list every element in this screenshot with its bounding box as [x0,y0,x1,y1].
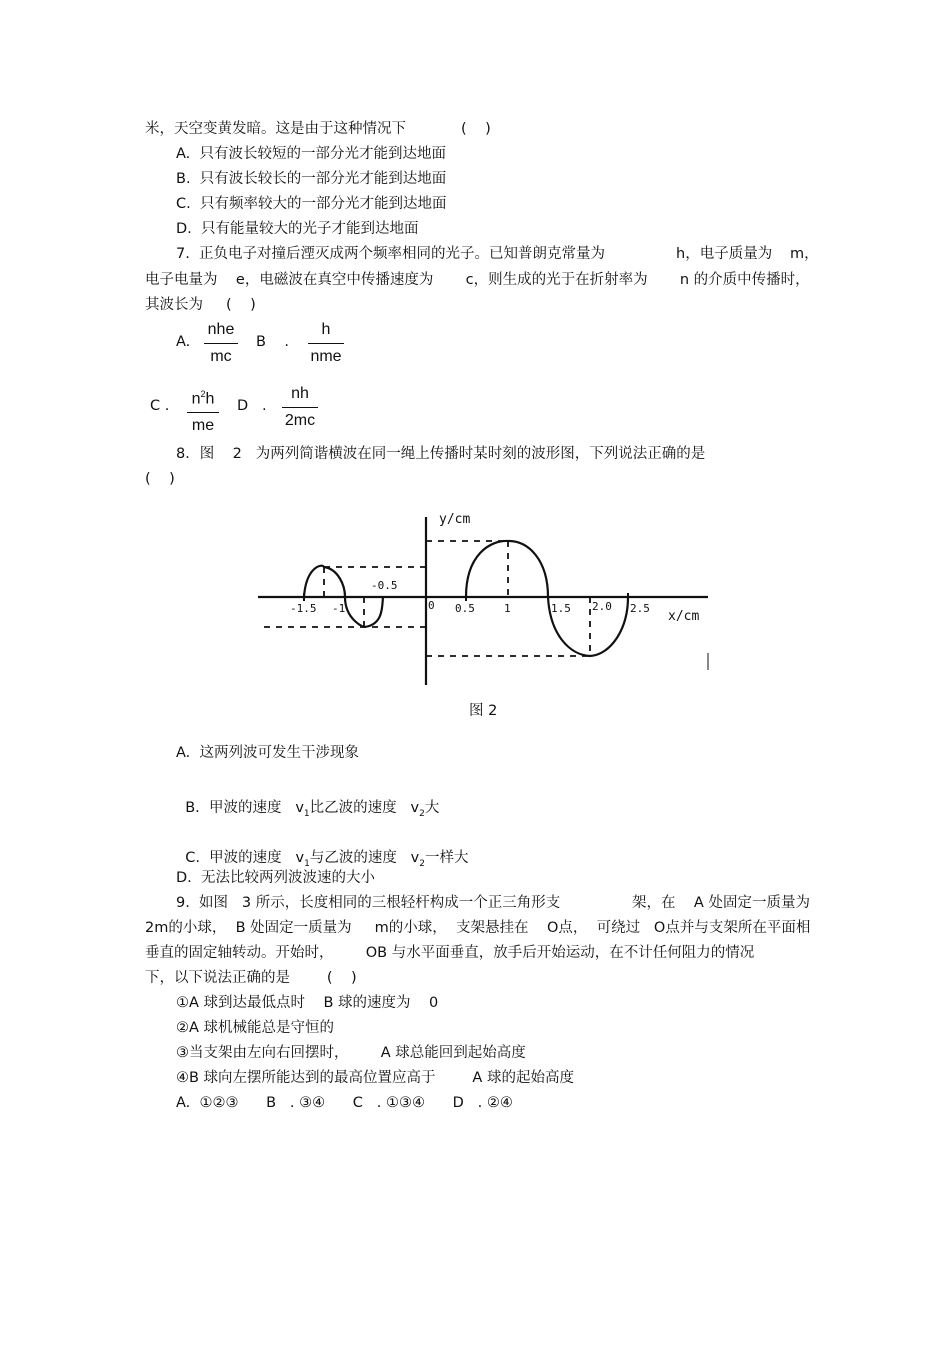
q7-line2: 电子电量为 e，电磁波在真空中传播速度为 c，则生成的光于在折射率为 n 的介质中传播时， [145,272,810,288]
q7-option-d-fraction [282,384,318,431]
q8-line2: ( ) [145,471,175,487]
wave-figure [250,505,720,690]
q6-paren: ( ) [461,121,491,137]
fraction-denominator: nme [310,348,342,365]
q8-option-b: B. 甲波的速度 $v_1$比乙波的速度 $v_2$大 [185,800,440,819]
q7-option-b-fraction [308,320,344,367]
tick-label: -1 [332,602,346,615]
q9-line2: 2m的小球， B 处固定一质量为 m的小球， 支架悬挂在 O点， 可绕过 O点并与支架所在平面相 [145,920,811,936]
q6-text: 米，天空变黄发暗。这是由于这种情况下 [145,121,406,137]
tick-label: 0 [428,599,435,612]
q9-line1: 9. 如图 3 所示，长度相同的三根轻杆构成一个正三角形支 [176,895,561,911]
fraction-denominator: me [191,417,215,435]
tick-label: -0.5 [371,579,398,592]
q9-line3: 垂直的固定轴转动。开始时， OB 与水平面垂直，放手后开始运动，在不计任何阻力的情况 [145,945,755,961]
tick-label: 1 [504,602,511,615]
q8-option-c: C. 甲波的速度 $v_1$与乙波的速度 $v_2$一样大 [185,850,469,869]
fraction-numerator: nhe [207,321,235,338]
q7-option-a-label: A. [176,334,191,350]
tick-label: 0.5 [455,602,475,615]
q7-option-d-label: D . [237,398,267,414]
q7-option-c-fraction [187,384,219,436]
fraction-numerator: nh [291,385,309,402]
figure-caption: 图 2 [469,703,498,719]
q6-option-b: B. 只有波长较长的一部分光才能到达地面 [176,171,447,187]
y-axis-label: y/cm [439,512,471,527]
q8-line1: 8．图 2 为两列简谐横波在同一绳上传播时某时刻的波形图，下列说法正确的是 [176,446,706,462]
q9-statement-2: ②A 球机械能总是守恒的 [176,1020,335,1036]
wave-2 [466,541,628,656]
q8-option-d: D. 无法比较两列波波速的大小 [176,870,375,886]
fraction-numerator: h [321,321,331,338]
tick-label: 1.5 [551,602,571,615]
fraction-denominator: 2mc [284,412,316,429]
q9-statement-4: ④B 球向左摆所能达到的最高位置应高于 A 球的起始高度 [176,1070,574,1086]
q7-option-a-fraction [204,320,238,367]
q7-option-c-label: C . [150,398,170,414]
q6-option-d: D. 只有能量较大的光子才能到达地面 [176,221,419,237]
q7-line1: 7. 正负电子对撞后湮灭成两个频率相同的光子。已知普朗克常量为 [176,246,606,262]
q7-line1-h: h，电子质量为 [676,246,773,262]
q9-answer-options: A. ①②③ B . ③④ C . ①③④ D . ②④ [176,1095,513,1111]
fraction-denominator: mc [210,348,232,365]
fraction-numerator: $n^2h$ [191,389,215,408]
tick-label: 2.0 [592,600,612,613]
x-axis-label: x/cm [668,609,700,624]
tick-label: 2.5 [630,602,650,615]
q9-statement-3: ③当支架由左向右回摆时， A 球总能回到起始高度 [176,1045,526,1061]
q8-option-a: A. 这两列波可发生干涉现象 [176,745,359,761]
q9-line1-cont: 架，在 A 处固定一质量为 [632,895,810,911]
q6-option-a: A. 只有波长较短的一部分光才能到达地面 [176,146,446,162]
q9-statement-1: ①A 球到达最低点时 B 球的速度为 0 [176,995,439,1011]
q7-line3: 其波长为 ( ) [145,297,256,313]
q9-line4: 下，以下说法正确的是 ( ) [145,970,357,986]
q7-line1-m: m， [790,246,819,262]
q7-option-b-label: B . [256,334,289,350]
tick-label: -1.5 [290,602,317,615]
q6-option-c: C. 只有频率较大的一部分光才能到达地面 [176,196,447,212]
